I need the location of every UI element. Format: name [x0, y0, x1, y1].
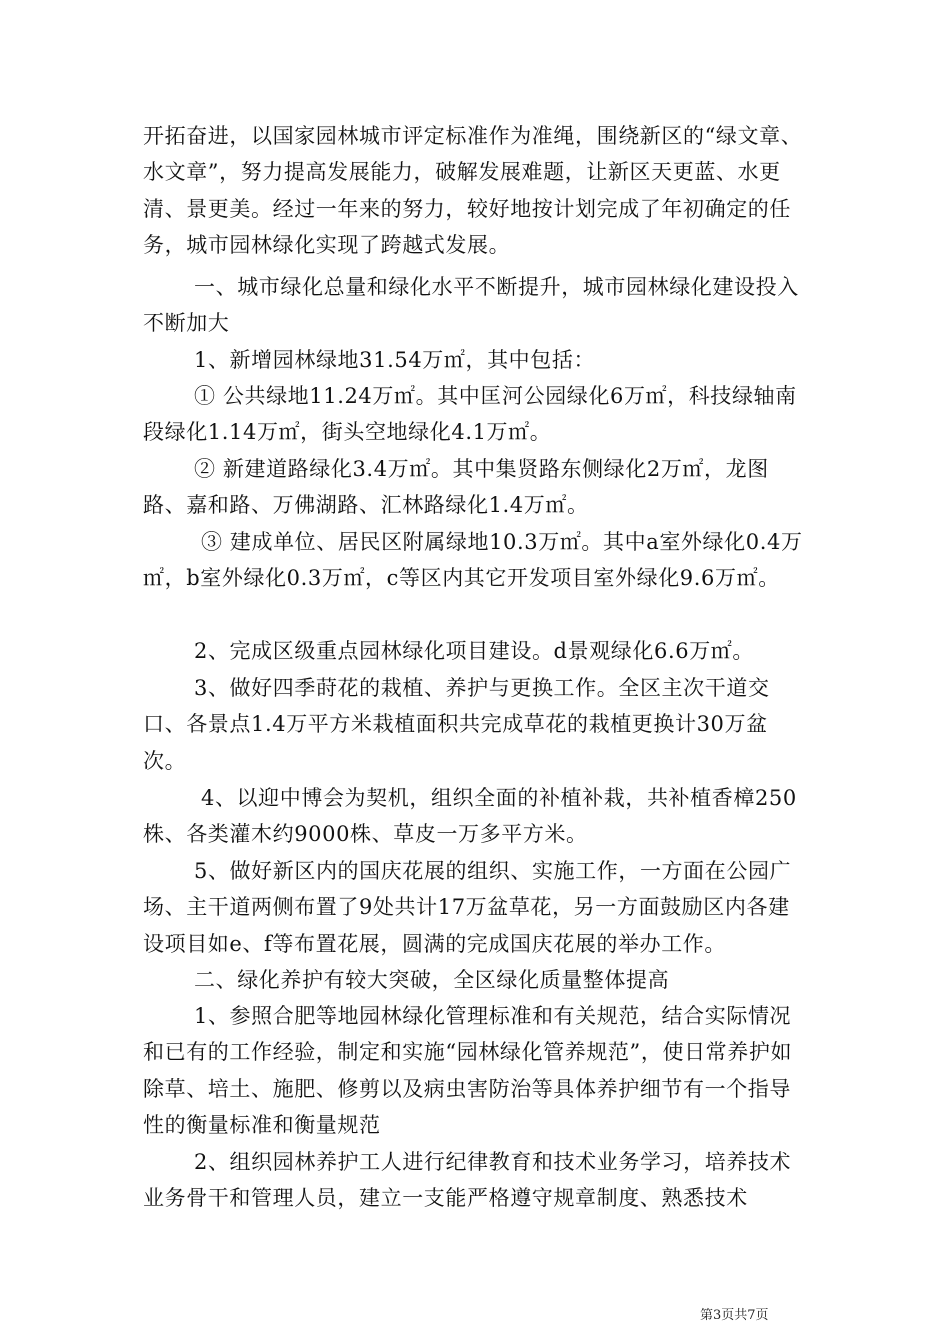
paragraph-sub-2: ② 新建道路绿化3.4万㎡。其中集贤路东侧绿化2万㎡，龙图路、嘉和路、万佛湖路、汇林路绿化1.4万㎡。	[143, 457, 769, 518]
paragraph-item-3: 3、做好四季莳花的栽植、养护与更换工作。全区主次干道交口、各景点1.4万平方米栽植面积共完成草花的栽植更换计30万盆次。	[143, 676, 770, 773]
paragraph-item-2-2: 2、组织园林养护工人进行纪律教育和技术业务学习，培养技术业务骨干和管理人员，建立一支能严格遵守规章制度、熟悉技术	[143, 1150, 792, 1211]
paragraph-item-4: 4、以迎中博会为契机，组织全面的补植补栽，共补植香樟250株、各类灌木约9000株、草皮一万多平方米。	[143, 786, 797, 847]
paragraph-sub-3: ③ 建成单位、居民区附属绿地10.3万㎡。其中a室外绿化0.4万㎡，b室外绿化0.3万㎡，c等区内其它开发项目室外绿化9.6万㎡。	[143, 530, 803, 591]
paragraph-item-2-1: 1、参照合肥等地园林绿化管理标准和有关规范，结合实际情况和已有的工作经验，制定和实施“园林绿化管养规范”，使日常养护如除草、培土、施肥、修剪以及病虫害防治等具体养护细节有一个指导性的衡量标准和衡量规范	[143, 1004, 793, 1138]
paragraph-item-1: 1、新增园林绿地31.54万㎡，其中包括：	[194, 348, 596, 372]
section-heading-2: 二、绿化养护有较大突破，全区绿化质量整体提高	[194, 968, 670, 992]
paragraph-item-2: 2、完成区级重点园林绿化项目建设。d景观绿化6.6万㎡。	[194, 639, 754, 663]
page-number: 第3页共7页	[700, 1308, 769, 1323]
section-heading-1: 一、城市绿化总量和绿化水平不断提升，城市园林绿化建设投入不断加大	[143, 275, 799, 336]
paragraph-sub-1: ① 公共绿地11.24万㎡。其中匡河公园绿化6万㎡，科技绿轴南段绿化1.14万㎡，街头空地绿化4.1万㎡。	[143, 384, 797, 445]
paragraph-intro: 开拓奋进，以国家园林城市评定标准作为准绳，围绕新区的“绿文章、水文章”，努力提高发展能力，破解发展难题，让新区天更蓝、水更清、景更美。经过一年来的努力，较好地按计划完成了年初确定的任务，城市园林绿化实现了跨越式发展。	[143, 124, 803, 258]
paragraph-item-5: 5、做好新区内的国庆花展的组织、实施工作，一方面在公园广场、主干道两侧布置了9处共计17万盆草花，另一方面鼓励区内各建设项目如e、f等布置花展，圆满的完成国庆花展的举办工作。	[143, 859, 792, 956]
